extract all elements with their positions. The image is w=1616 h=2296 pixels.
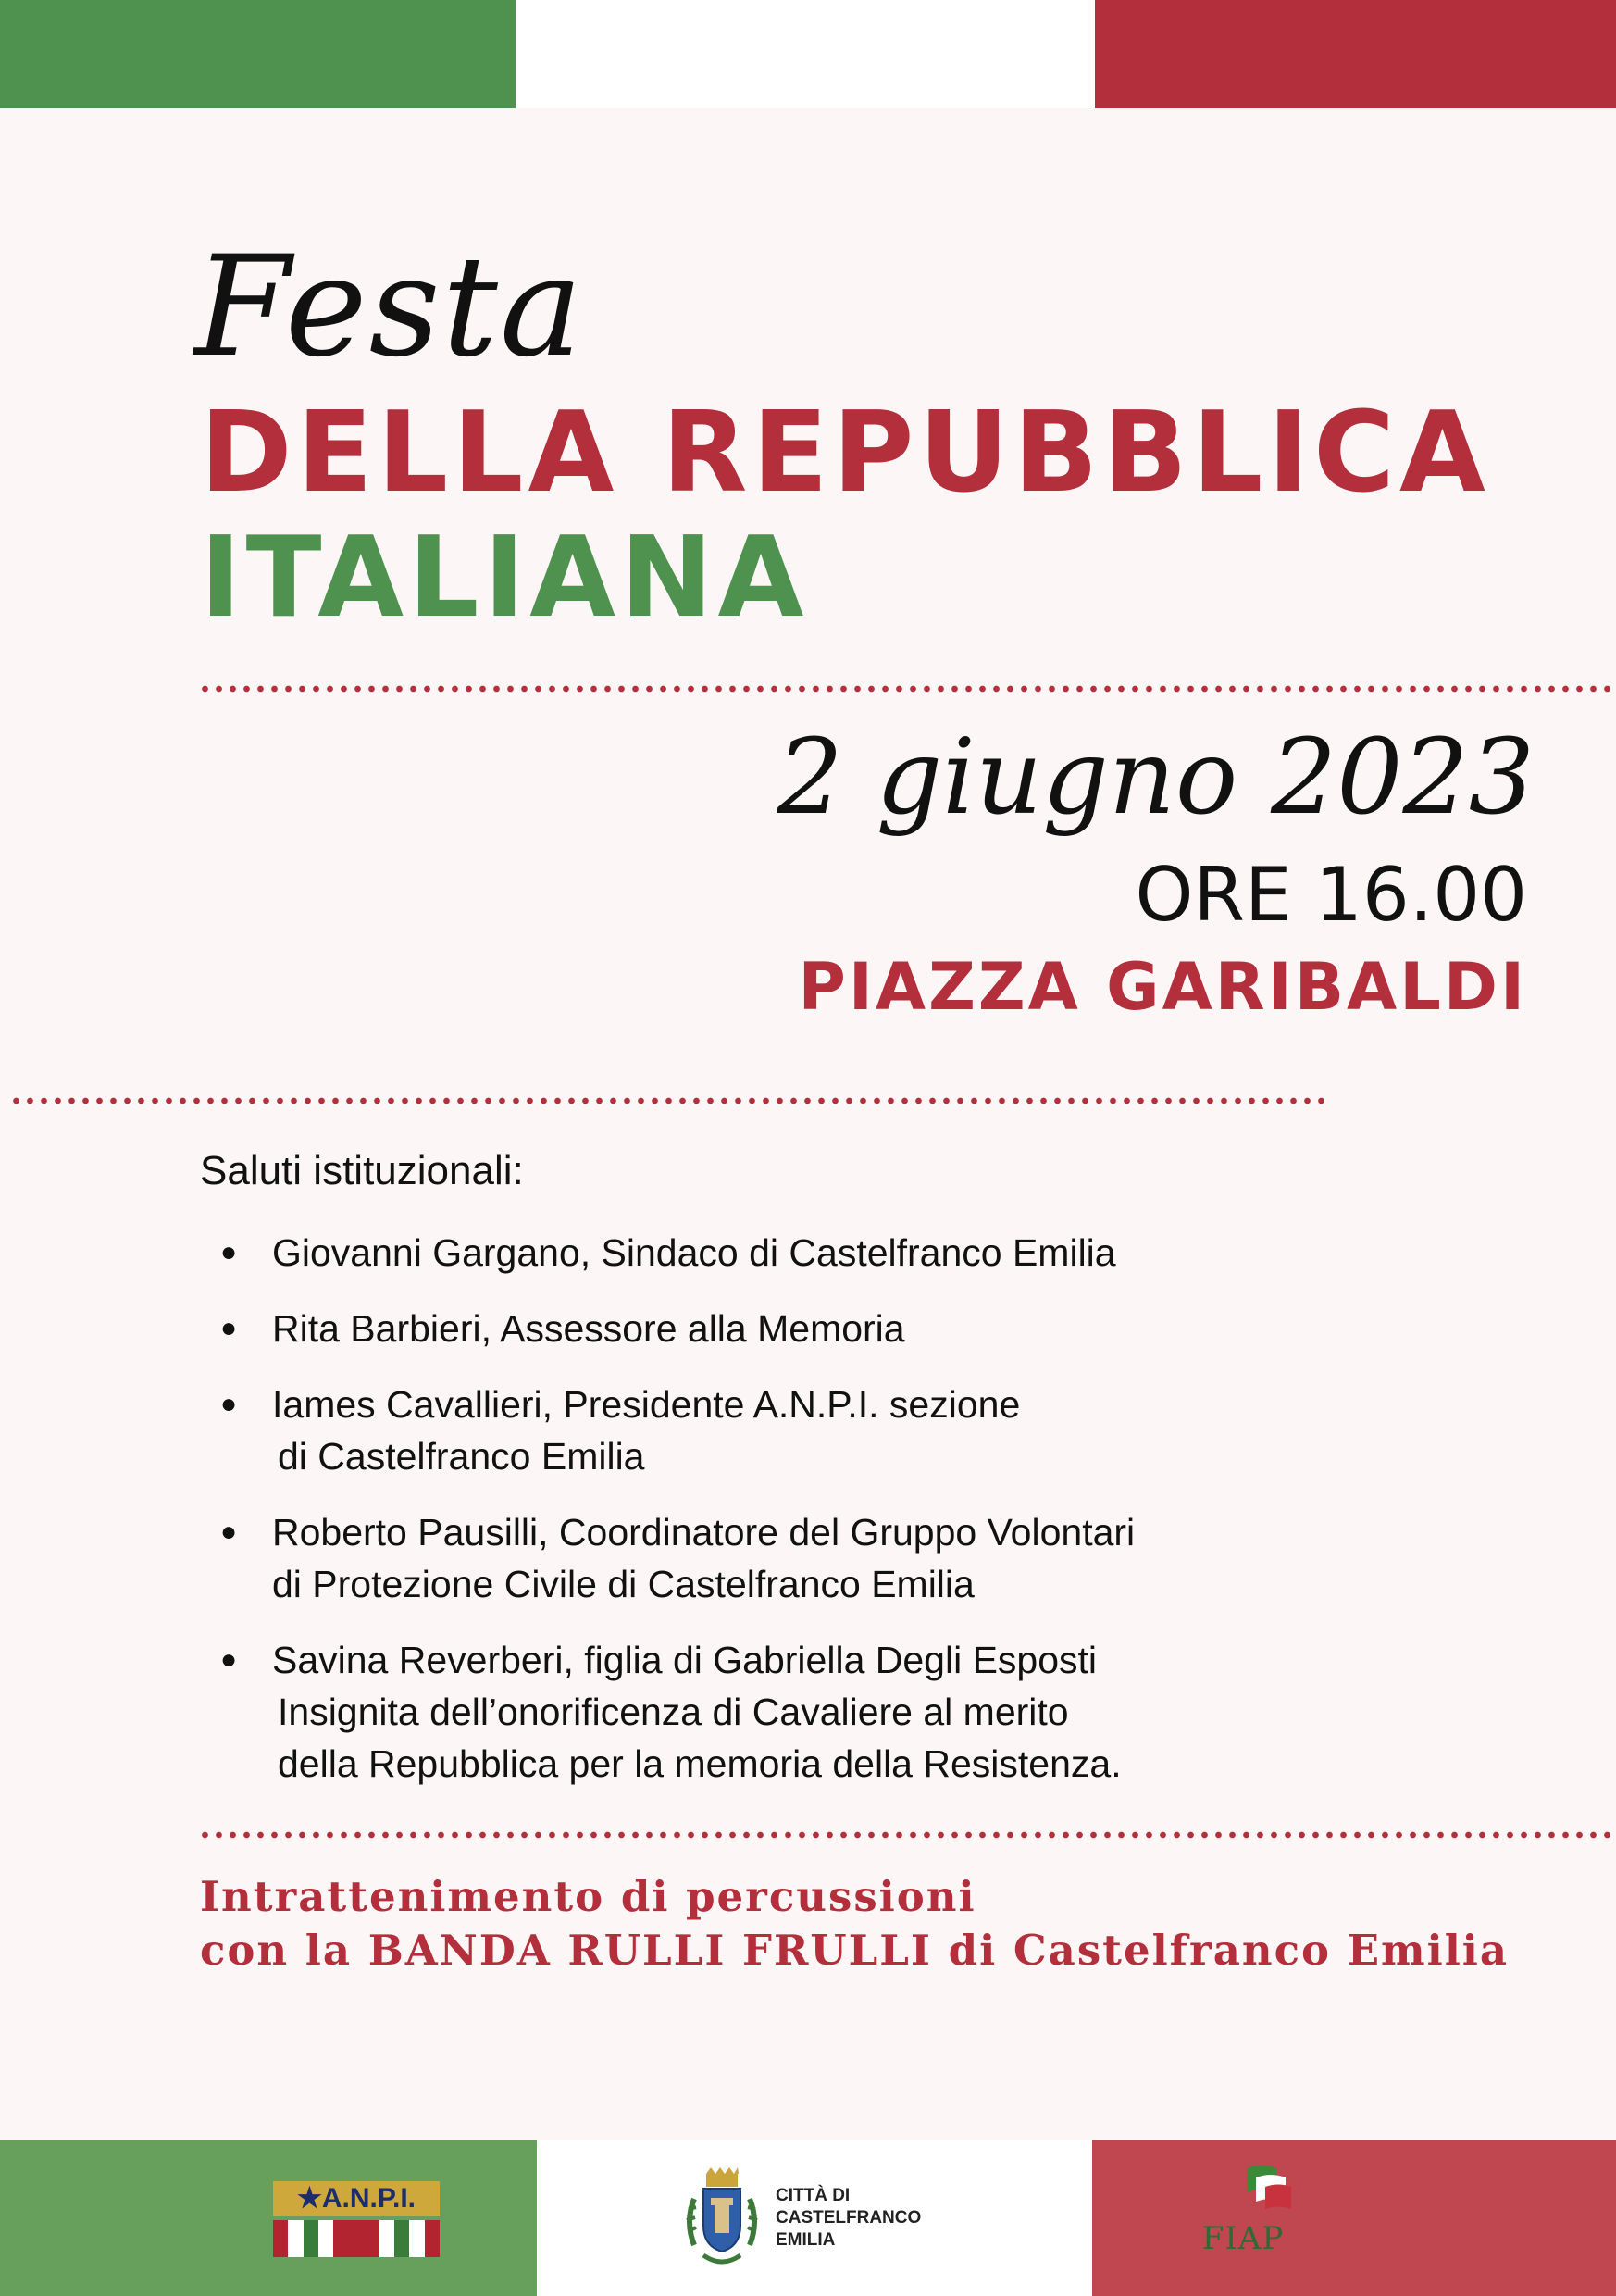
fiap-logo — [1189, 2163, 1297, 2270]
list-item — [218, 1506, 1422, 1610]
flag-green-stripe — [0, 0, 516, 108]
speaker-line: Savina Reverberi, figlia di Gabriella Degli Esposti — [272, 1639, 1098, 1681]
speaker-line-cont: della Repubblica per la memoria della Resistenza. — [278, 1742, 1122, 1785]
speaker-line: Roberto Pausilli, Coordinatore del Gruppo Volontari — [272, 1511, 1136, 1554]
bullet-icon: ● — [220, 1516, 238, 1547]
speaker-list — [218, 1227, 1422, 1814]
flag-red-stripe — [1095, 0, 1616, 108]
main-title-line2: ITALIANA — [200, 514, 809, 643]
city-name-line: CASTELFRANCO — [776, 2208, 922, 2227]
speaker-line-cont: Insignita dell’onorificenza di Cavaliere al merito — [278, 1691, 1069, 1733]
bullet-icon: ● — [220, 1313, 238, 1343]
list-item — [218, 1379, 1422, 1482]
bullet-icon: ● — [220, 1389, 238, 1419]
anpi-logo-text: ★A.N.P.I. — [273, 2181, 440, 2216]
speaker-line: Iames Cavallieri, Presidente A.N.P.I. sezione — [272, 1383, 1021, 1426]
flag-green-stripe — [0, 2140, 537, 2296]
list-item — [218, 1227, 1422, 1279]
city-coat-of-arms-icon — [676, 2166, 768, 2277]
saluti-heading: Saluti istituzionali: — [200, 1148, 524, 1193]
dotted-divider — [198, 685, 1616, 693]
event-date: 2 giugno 2023 — [777, 718, 1535, 838]
flag-red-stripe — [1092, 2140, 1616, 2296]
flag-wave-icon — [1189, 2163, 1297, 2218]
fiap-logo-text: FIAP — [1201, 2220, 1285, 2257]
list-item — [218, 1303, 1422, 1354]
city-logo — [676, 2166, 972, 2277]
speaker-line-cont: di Protezione Civile di Castelfranco Emilia — [272, 1563, 975, 1605]
flag-white-stripe — [516, 0, 1095, 108]
dotted-divider — [9, 1097, 1324, 1104]
speaker-line: Rita Barbieri, Assessore alla Memoria — [272, 1307, 905, 1350]
speaker-line: Giovanni Gargano, Sindaco di Castelfranco Emilia — [272, 1231, 1116, 1274]
entertainment-line2: con la BANDA RULLI FRULLI di Castelfranco Emilia — [200, 1926, 1510, 1975]
dotted-divider — [198, 1831, 1614, 1839]
list-item — [218, 1634, 1422, 1790]
speaker-line-cont: di Castelfranco Emilia — [278, 1435, 645, 1478]
city-name — [776, 2185, 921, 2252]
bullet-icon: ● — [220, 1644, 238, 1675]
city-name-line: CITTÀ DI — [776, 2186, 851, 2205]
event-place: PIAZZA GARIBALDI — [798, 949, 1527, 1025]
entertainment-line1: Intrattenimento di percussioni — [200, 1872, 976, 1921]
bullet-icon: ● — [220, 1237, 238, 1267]
city-name-line: EMILIA — [776, 2230, 836, 2250]
event-time: ORE 16.00 — [1135, 852, 1527, 938]
anpi-logo — [273, 2181, 440, 2257]
script-title: Festa — [194, 227, 585, 388]
main-title-line1: DELLA REPUBBLICA — [200, 389, 1490, 518]
anpi-ribbon-icon — [273, 2220, 440, 2257]
top-flag-band — [0, 0, 1616, 108]
